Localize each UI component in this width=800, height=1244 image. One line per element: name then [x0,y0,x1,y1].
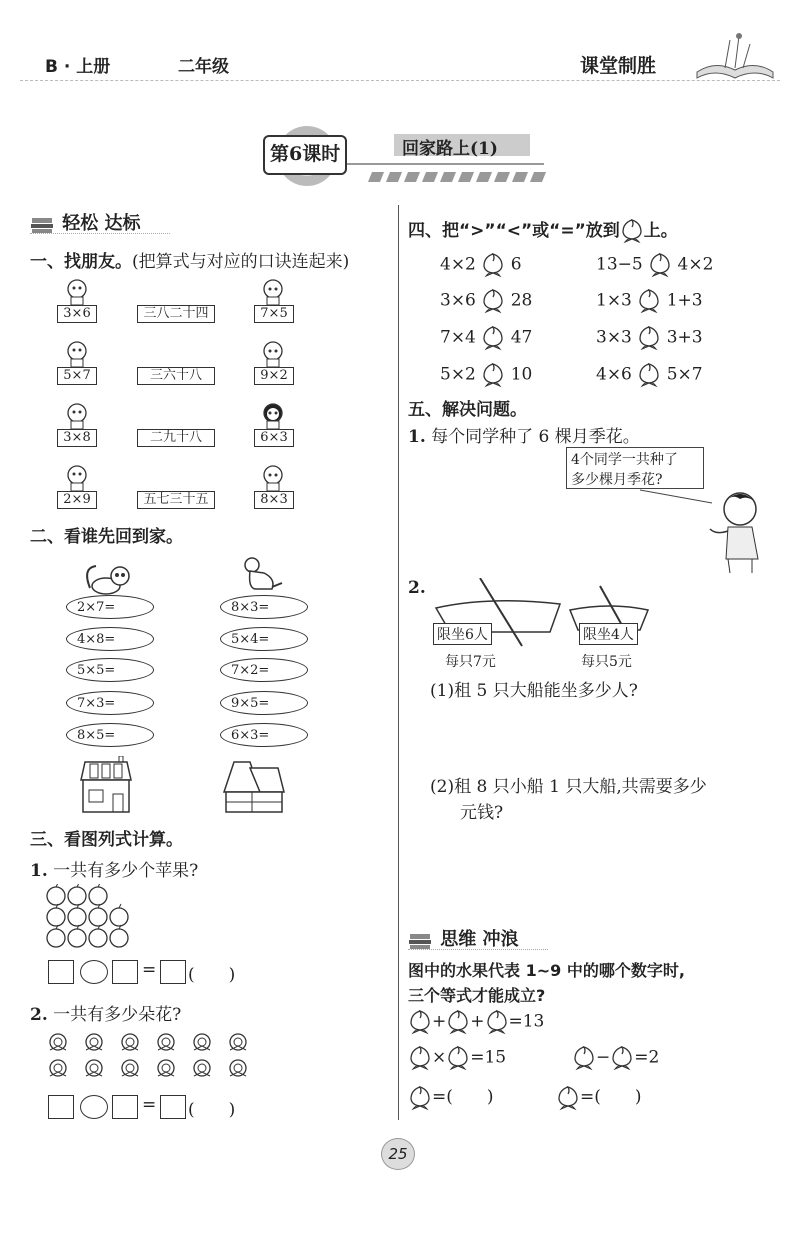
answer-box[interactable] [160,960,186,984]
peach-blank-icon[interactable] [637,362,661,388]
peach-icon[interactable] [556,1085,580,1111]
q1-rhyme: 三八二十四 [137,305,215,323]
peach-icon[interactable] [408,1085,432,1111]
section-underline [408,949,548,950]
comparison-row: 1×3 1+3 [596,288,703,314]
operator-circle[interactable] [80,960,108,984]
animal-icon [64,277,90,305]
small-boat-price: 每只5元 [581,654,632,670]
peach-icon[interactable] [408,1045,432,1071]
animal-icon [64,401,90,429]
q1-expression: 3×8 [57,429,97,447]
page-number: 25 [381,1138,415,1170]
answer-box[interactable] [112,960,138,984]
unit-blank[interactable]: ( ) [188,1100,236,1120]
sub-question-1: (1)租 5 只大船能坐多少人? [430,681,638,701]
answer-box[interactable] [48,1095,74,1119]
animal-icon [260,277,286,305]
q1-rhyme: 五七三十五 [137,491,215,509]
small-boat-capacity: 限坐4人 [579,623,638,645]
apples-picture [46,884,136,954]
lesson-number: 第6课时 [270,143,341,165]
q2-heading: 二、看谁先回到家。 [30,527,183,547]
house-left-icon [75,756,137,814]
peach-blank-icon[interactable] [481,325,505,351]
q1-expression: 6×3 [254,429,294,447]
think-answer-1: =( ) [408,1082,494,1111]
peach-blank-icon[interactable] [481,252,505,278]
cat-path-stone: 2×7= [66,595,154,619]
dog-path-stone: 8×3= [220,595,308,619]
think-line-2: 三个等式才能成立? [408,986,546,1005]
header-divider [20,80,780,81]
q1-expression: 3×6 [57,305,97,323]
dog-path-stone: 6×3= [220,723,308,747]
animal-icon [64,339,90,367]
answer-box[interactable] [112,1095,138,1119]
cat-path-stone: 5×5= [66,658,154,682]
answer-box[interactable] [160,1095,186,1119]
peach-blank-icon[interactable] [481,362,505,388]
think-answer-2: =( ) [556,1082,642,1111]
cat-path-stone: 7×3= [66,691,154,715]
q1-heading: 一、找朋友。(把算式与对应的口诀连起来) [30,252,350,272]
comparison-row: 5×2 10 [440,362,532,388]
peach-blank-icon[interactable] [637,325,661,351]
big-boat-price: 每只7元 [445,654,496,670]
peach-icon[interactable] [446,1009,470,1035]
operator-circle[interactable] [80,1095,108,1119]
comparison-row: 4×2 6 [440,252,522,278]
animal-icon [260,401,286,429]
q1-expression: 9×2 [254,367,294,385]
flowers-picture [46,1030,266,1088]
comparison-row: 4×6 5×7 [596,362,703,388]
think-equation-2: × =15 [408,1045,506,1071]
peach-icon[interactable] [572,1045,596,1071]
q1-expression: 8×3 [254,491,294,509]
q1-expression: 7×5 [254,305,294,323]
lesson-title: 回家路上(1) [402,139,498,159]
open-book-logo-icon [695,30,775,82]
sub-question-2b: 元钱? [460,803,504,823]
section-basic-heading: 轻松 达标 [30,209,141,235]
equals-sign: = [142,960,157,980]
q5-problem-2-number: 2. [408,578,426,598]
peach-blank-icon[interactable] [481,288,505,314]
animal-icon [260,339,286,367]
peach-icon[interactable] [620,218,644,244]
think-line-1: 图中的水果代表 1~9 中的哪个数字时, [408,961,685,980]
q3-problem-1: 1. 一共有多少个苹果? [30,861,199,881]
dog-path-stone: 7×2= [220,658,308,682]
comparison-row: 3×3 3+3 [596,325,703,351]
peach-icon[interactable] [610,1045,634,1071]
sub-question-2a: (2)租 8 只小船 1 只大船,共需要多少 [430,777,707,797]
speech-bubble: 4个同学一共种了 多少棵月季花? [566,447,704,489]
think-equation-1: + + =13 [408,1009,544,1035]
animal-icon [64,463,90,491]
dog-path-stone: 9×5= [220,691,308,715]
peach-icon[interactable] [408,1009,432,1035]
peach-icon[interactable] [485,1009,509,1035]
q1-expression: 2×9 [57,491,97,509]
q3-heading: 三、看图列式计算。 [30,830,183,850]
answer-box[interactable] [48,960,74,984]
grade-label: 二年级 [178,57,229,77]
big-boat-capacity: 限坐6人 [433,623,492,645]
q1-expression: 5×7 [57,367,97,385]
peach-blank-icon[interactable] [648,252,672,278]
think-equation-3: − =2 [572,1045,659,1071]
q1-rhyme: 二九十八 [137,429,215,447]
peach-icon[interactable] [446,1045,470,1071]
peach-blank-icon[interactable] [637,288,661,314]
edition-label: B · 上册 [45,57,111,77]
comparison-row: 13−5 4×2 [596,252,713,278]
series-title: 课堂制胜 [580,55,657,77]
q5-problem-1: 1. 每个同学种了 6 棵月季花。 [408,427,640,447]
house-right-icon [222,758,288,814]
section-think-heading: 思维 冲浪 [408,925,519,951]
q5-heading: 五、解决问题。 [408,400,527,420]
cat-path-stone: 4×8= [66,627,154,651]
comparison-row: 3×6 28 [440,288,532,314]
dog-path-stone: 5×4= [220,627,308,651]
section-underline [30,233,170,234]
equals-sign: = [142,1095,157,1115]
column-divider [398,205,399,1120]
books-icon [30,214,56,234]
comparison-row: 7×4 47 [440,325,532,351]
books-icon [408,930,434,950]
boy-icon [640,489,800,574]
unit-blank[interactable]: ( ) [188,965,236,985]
dog-icon [240,555,285,593]
q4-heading: 四、把“>”“<”或“=”放到 上。 [408,216,678,244]
q1-rhyme: 三六十八 [137,367,215,385]
cat-icon [82,558,132,596]
cat-path-stone: 8×5= [66,723,154,747]
animal-icon [260,463,286,491]
q3-problem-2: 2. 一共有多少朵花? [30,1005,182,1025]
